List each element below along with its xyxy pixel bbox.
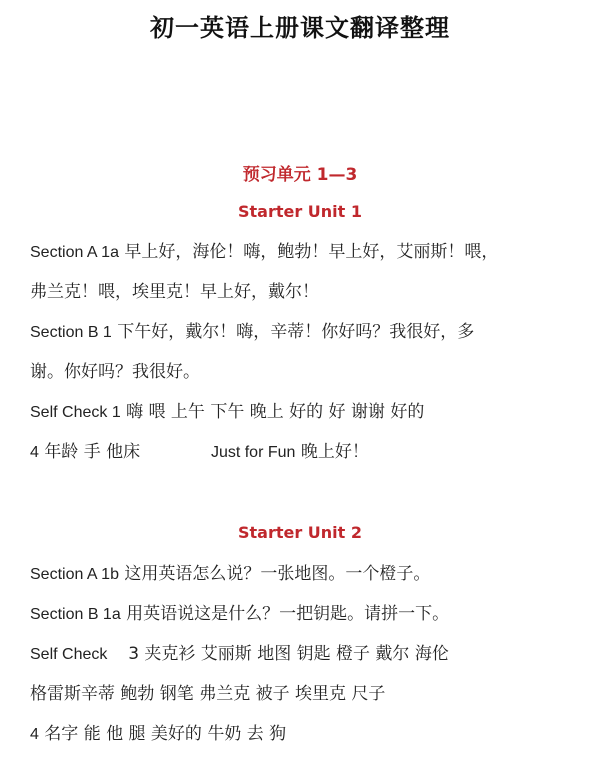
section-label: Section B 1: [30, 324, 112, 341]
section-label: Section B 1a: [30, 606, 121, 623]
unit-1-line-6: [30, 440, 575, 465]
section-label: Self Check: [30, 646, 108, 663]
line-text: 3 夹克衫 艾丽斯 地图 钥匙 橙子 戴尔 海伦: [128, 644, 449, 664]
unit-1-line-1: [30, 240, 575, 265]
unit-1-line-5: [30, 400, 575, 425]
line-text: 下午好，戴尔！嗨，辛蒂！你好吗？我很好，多: [117, 322, 475, 342]
line-text: 格雷斯辛蒂 鲍勃 钢笔 弗兰克 被子 埃里克 尺子: [30, 684, 386, 704]
unit-1-line-2: [30, 280, 575, 304]
line-text: 这用英语怎么说？一张地图。一个橙子。: [124, 564, 431, 584]
unit-1-heading: Starter Unit 1: [237, 202, 363, 221]
line-text: 用英语说这是什么？一把钥匙。请拼一下。: [126, 604, 450, 624]
unit-2-line-3: [30, 642, 575, 667]
unit-2-line-1: [30, 562, 575, 587]
line-text: 晚上好！: [300, 442, 369, 462]
line-text: 早上好，海伦！嗨，鲍勃！早上好，艾丽斯！喂，: [124, 242, 499, 262]
line-text: 嗨 喂 上午 下午 晚上 好的 好 谢谢 好的: [126, 402, 425, 422]
section-label: Section A 1a: [30, 244, 119, 261]
unit-2-line-4: [30, 682, 575, 706]
unit-2-line-5: [30, 722, 575, 747]
unit-2-heading: Starter Unit 2: [237, 523, 363, 542]
unit-1-line-4: [30, 360, 575, 384]
section-label: 4: [30, 444, 39, 461]
line-text: 名字 能 他 腿 美好的 牛奶 去 狗: [44, 724, 287, 744]
line-text: 弗兰克！喂，埃里克！早上好，戴尔！: [30, 282, 319, 302]
section-label: Just for Fun: [210, 444, 296, 461]
section-label: Self Check 1: [30, 404, 121, 421]
line-text: 年龄 手 他床: [44, 442, 141, 462]
section-label: 4: [30, 726, 39, 743]
unit-2-line-2: [30, 602, 575, 627]
unit-1-line-3: [30, 320, 575, 345]
document-title: 初一英语上册课文翻译整理: [150, 14, 450, 42]
preview-units-heading: 预习单元 1—3: [242, 165, 358, 185]
section-label: Section A 1b: [30, 566, 119, 583]
line-text: 谢。你好吗？我很好。: [30, 362, 200, 382]
